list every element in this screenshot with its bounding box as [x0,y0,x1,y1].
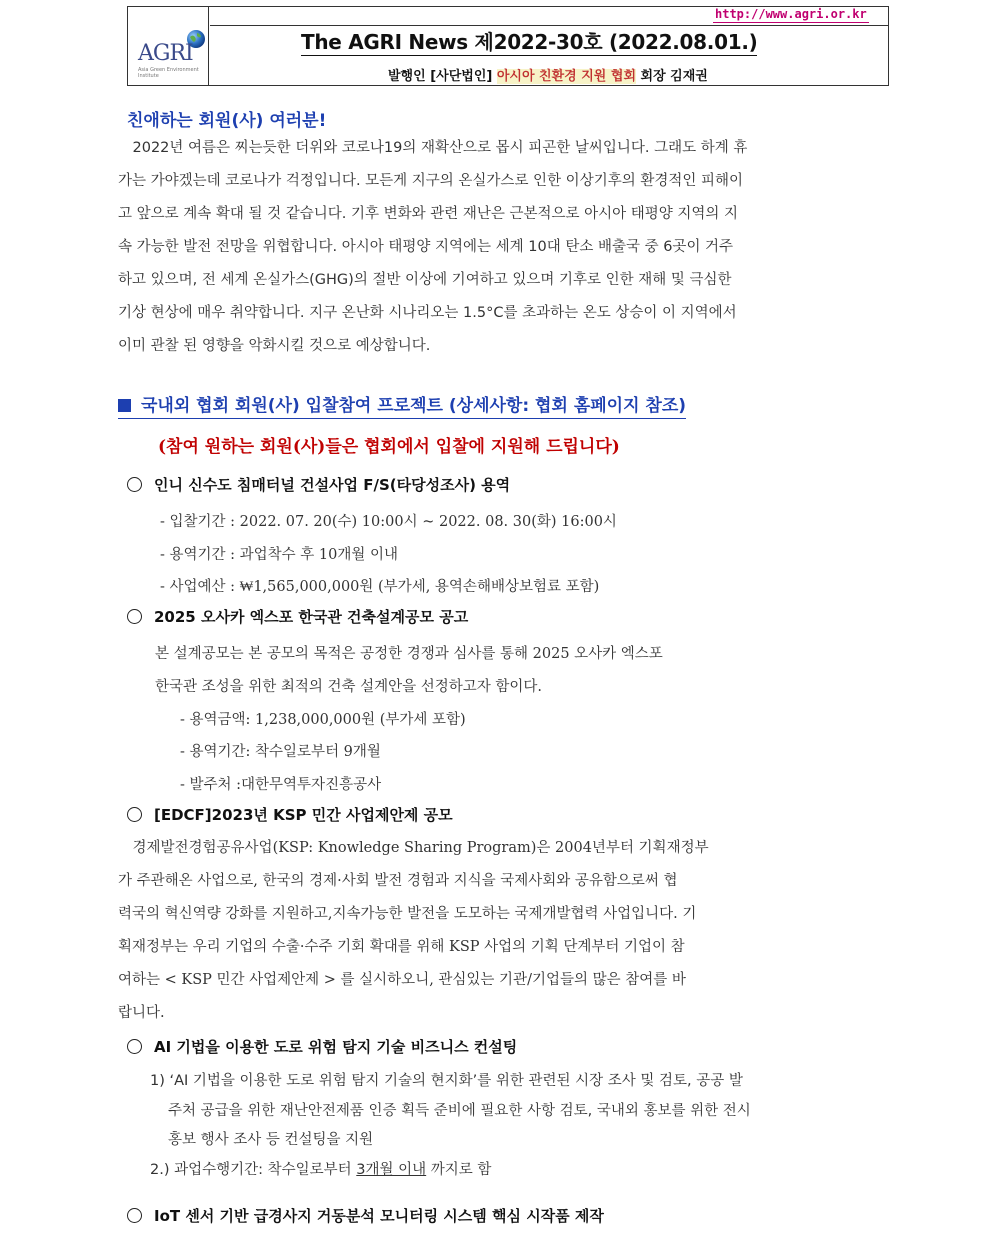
square-bullet-icon [118,399,131,412]
project-detail: - 용역기간 : 과업착수 후 10개월 이내 [160,547,398,563]
logo-text: AGRI [138,41,193,66]
project-title-text: AI 기법을 이용한 도로 위험 탐지 기술 비즈니스 컨설팅 [154,1038,518,1056]
intro-paragraph [118,132,896,363]
logo-subtitle: Asia Green Environment Institute [138,67,199,79]
project-detail: - 사업예산 : ₩1,565,000,000원 (부가세, 용역손해배상보험료 포함) [160,579,600,595]
project-title [127,1036,517,1057]
desc-line: 랍니다. [118,1005,165,1021]
publisher-line [388,65,708,84]
publisher-org: 아시아 친환경 지원 협회 [496,69,637,84]
publisher-prefix: 발행인 [사단법인] [388,69,497,84]
project-detail: - 용역금액: 1,238,000,000원 (부가세 포함) [180,712,466,728]
desc-line: 가 주관해온 사업으로, 한국의 경제·사회 발전 경험과 지식을 국제사회와 공유함으로써 협 [118,873,678,889]
project-period [150,1158,491,1179]
greeting: 친애하는 회원(사) 여러분! [127,111,327,131]
section-heading-text: 국내외 협회 회원(사) 입찰참여 프로젝트 (상세사항: 협회 홈페이지 참조) [141,396,687,416]
project-item: 주처 공급을 위한 재난안전제품 인증 획득 준비에 필요한 사항 검토, 국내외 홍보를 위한 전시 [168,1103,751,1119]
project-title-text: 2025 오사카 엑스포 한국관 건축설계공모 공고 [154,608,469,626]
logo [128,7,209,85]
intro-line: 가는 가야겠는데 코로나가 걱정입니다. 모든게 지구의 온실가스로 인한 이상기후의 환경적인 피해이 [118,173,743,189]
project-title [127,606,468,627]
circle-bullet-icon [127,609,142,624]
circle-bullet-icon [127,1208,142,1223]
project-detail: - 용역기간: 착수일로부터 9개월 [180,744,381,760]
project-title [127,804,453,825]
desc-line: 획재정부는 우리 기업의 수출·수주 기회 확대를 위해 KSP 사업의 기획 단계부터 기업이 참 [118,939,685,955]
newsletter-header [127,6,889,86]
desc-line: 력국의 혁신역량 강화를 지원하고,지속가능한 발전을 도모하는 국제개발협력 사업입니다. 기 [118,906,697,922]
period-duration: 3개월 이내 [356,1162,427,1178]
intro-line: 기상 현상에 매우 취약합니다. 지구 온난화 시나리오는 1.5°C를 초과하는 온도 상승이 이 지역에서 [118,305,737,321]
desc-line: 경제발전경험공유사업(KSP: Knowledge Sharing Program)은 2004년부터 기획재정부 [118,840,709,856]
project-title-text: 인니 신수도 침매터널 건설사업 F/S(타당성조사) 용역 [154,476,511,494]
project-item: 홍보 행사 조사 등 컨설팅을 지원 [168,1132,374,1148]
period-suffix: 까지로 함 [426,1162,492,1178]
project-detail: - 입찰기간 : 2022. 07. 20(수) 10:00시 ~ 2022. 08. 30(화) 16:00시 [160,514,617,530]
project-title [127,1205,604,1226]
project-description: 본 설계공모는 본 공모의 목적은 공정한 경쟁과 심사를 통해 2025 오사카 엑스포 [155,646,663,662]
circle-bullet-icon [127,477,142,492]
project-title-text: IoT 센서 기반 급경사지 거동분석 모니터링 시스템 핵심 시작품 제작 [154,1207,604,1225]
section-heading [118,394,686,419]
project-detail: - 발주처 :대한무역투자진흥공사 [180,777,382,793]
intro-line: 이미 관찰 된 영향을 악화시킬 것으로 예상합니다. [118,338,431,354]
intro-line: 고 앞으로 계속 확대 될 것 같습니다. 기후 변화와 관련 재난은 근본적으로 아시아 태평양 지역의 지 [118,206,739,222]
intro-line: 속 가능한 발전 전망을 위협합니다. 아시아 태평양 지역에는 세계 10대 탄소 배출국 중 6곳이 거주 [118,239,734,255]
circle-bullet-icon [127,807,142,822]
circle-bullet-icon [127,1039,142,1054]
project-title [127,474,510,495]
period-prefix: 2.) 과업수행기간: 착수일로부터 [150,1162,357,1178]
desc-line: 여하는 < KSP 민간 사업제안제 > 를 실시하오니, 관심있는 기관/기업들의 많은 참여를 바 [118,972,686,988]
header-divider [210,25,888,26]
project-item: 1) ‘AI 기법을 이용한 도로 위험 탐지 기술의 현지화’를 위한 관련된 시장 조사 및 검토, 공공 발 [150,1073,743,1089]
website-link[interactable]: http://www.agri.or.kr [715,7,867,21]
project-title-text: [EDCF]2023년 KSP 민간 사업제안제 공모 [154,806,453,824]
project-description: 한국관 조성을 위한 최적의 건축 설계안을 선정하고자 함이다. [155,679,543,695]
intro-line: 2022년 여름은 찌는듯한 더위와 코로나19의 재확산으로 몹시 피곤한 날씨입니다. 그래도 하계 휴 [118,140,748,156]
intro-line: 하고 있으며, 전 세계 온실가스(GHG)의 절반 이상에 기여하고 있으며 기후로 인한 재해 및 극심한 [118,272,732,288]
publisher-suffix: 회장 김재권 [636,69,708,84]
project-description [118,832,896,1030]
newsletter-title: The AGRI News 제2022-30호 (2022.08.01.) [301,30,758,54]
section-subheading: (참여 원하는 회원(사)들은 협회에서 입찰에 지원해 드립니다) [158,437,620,457]
